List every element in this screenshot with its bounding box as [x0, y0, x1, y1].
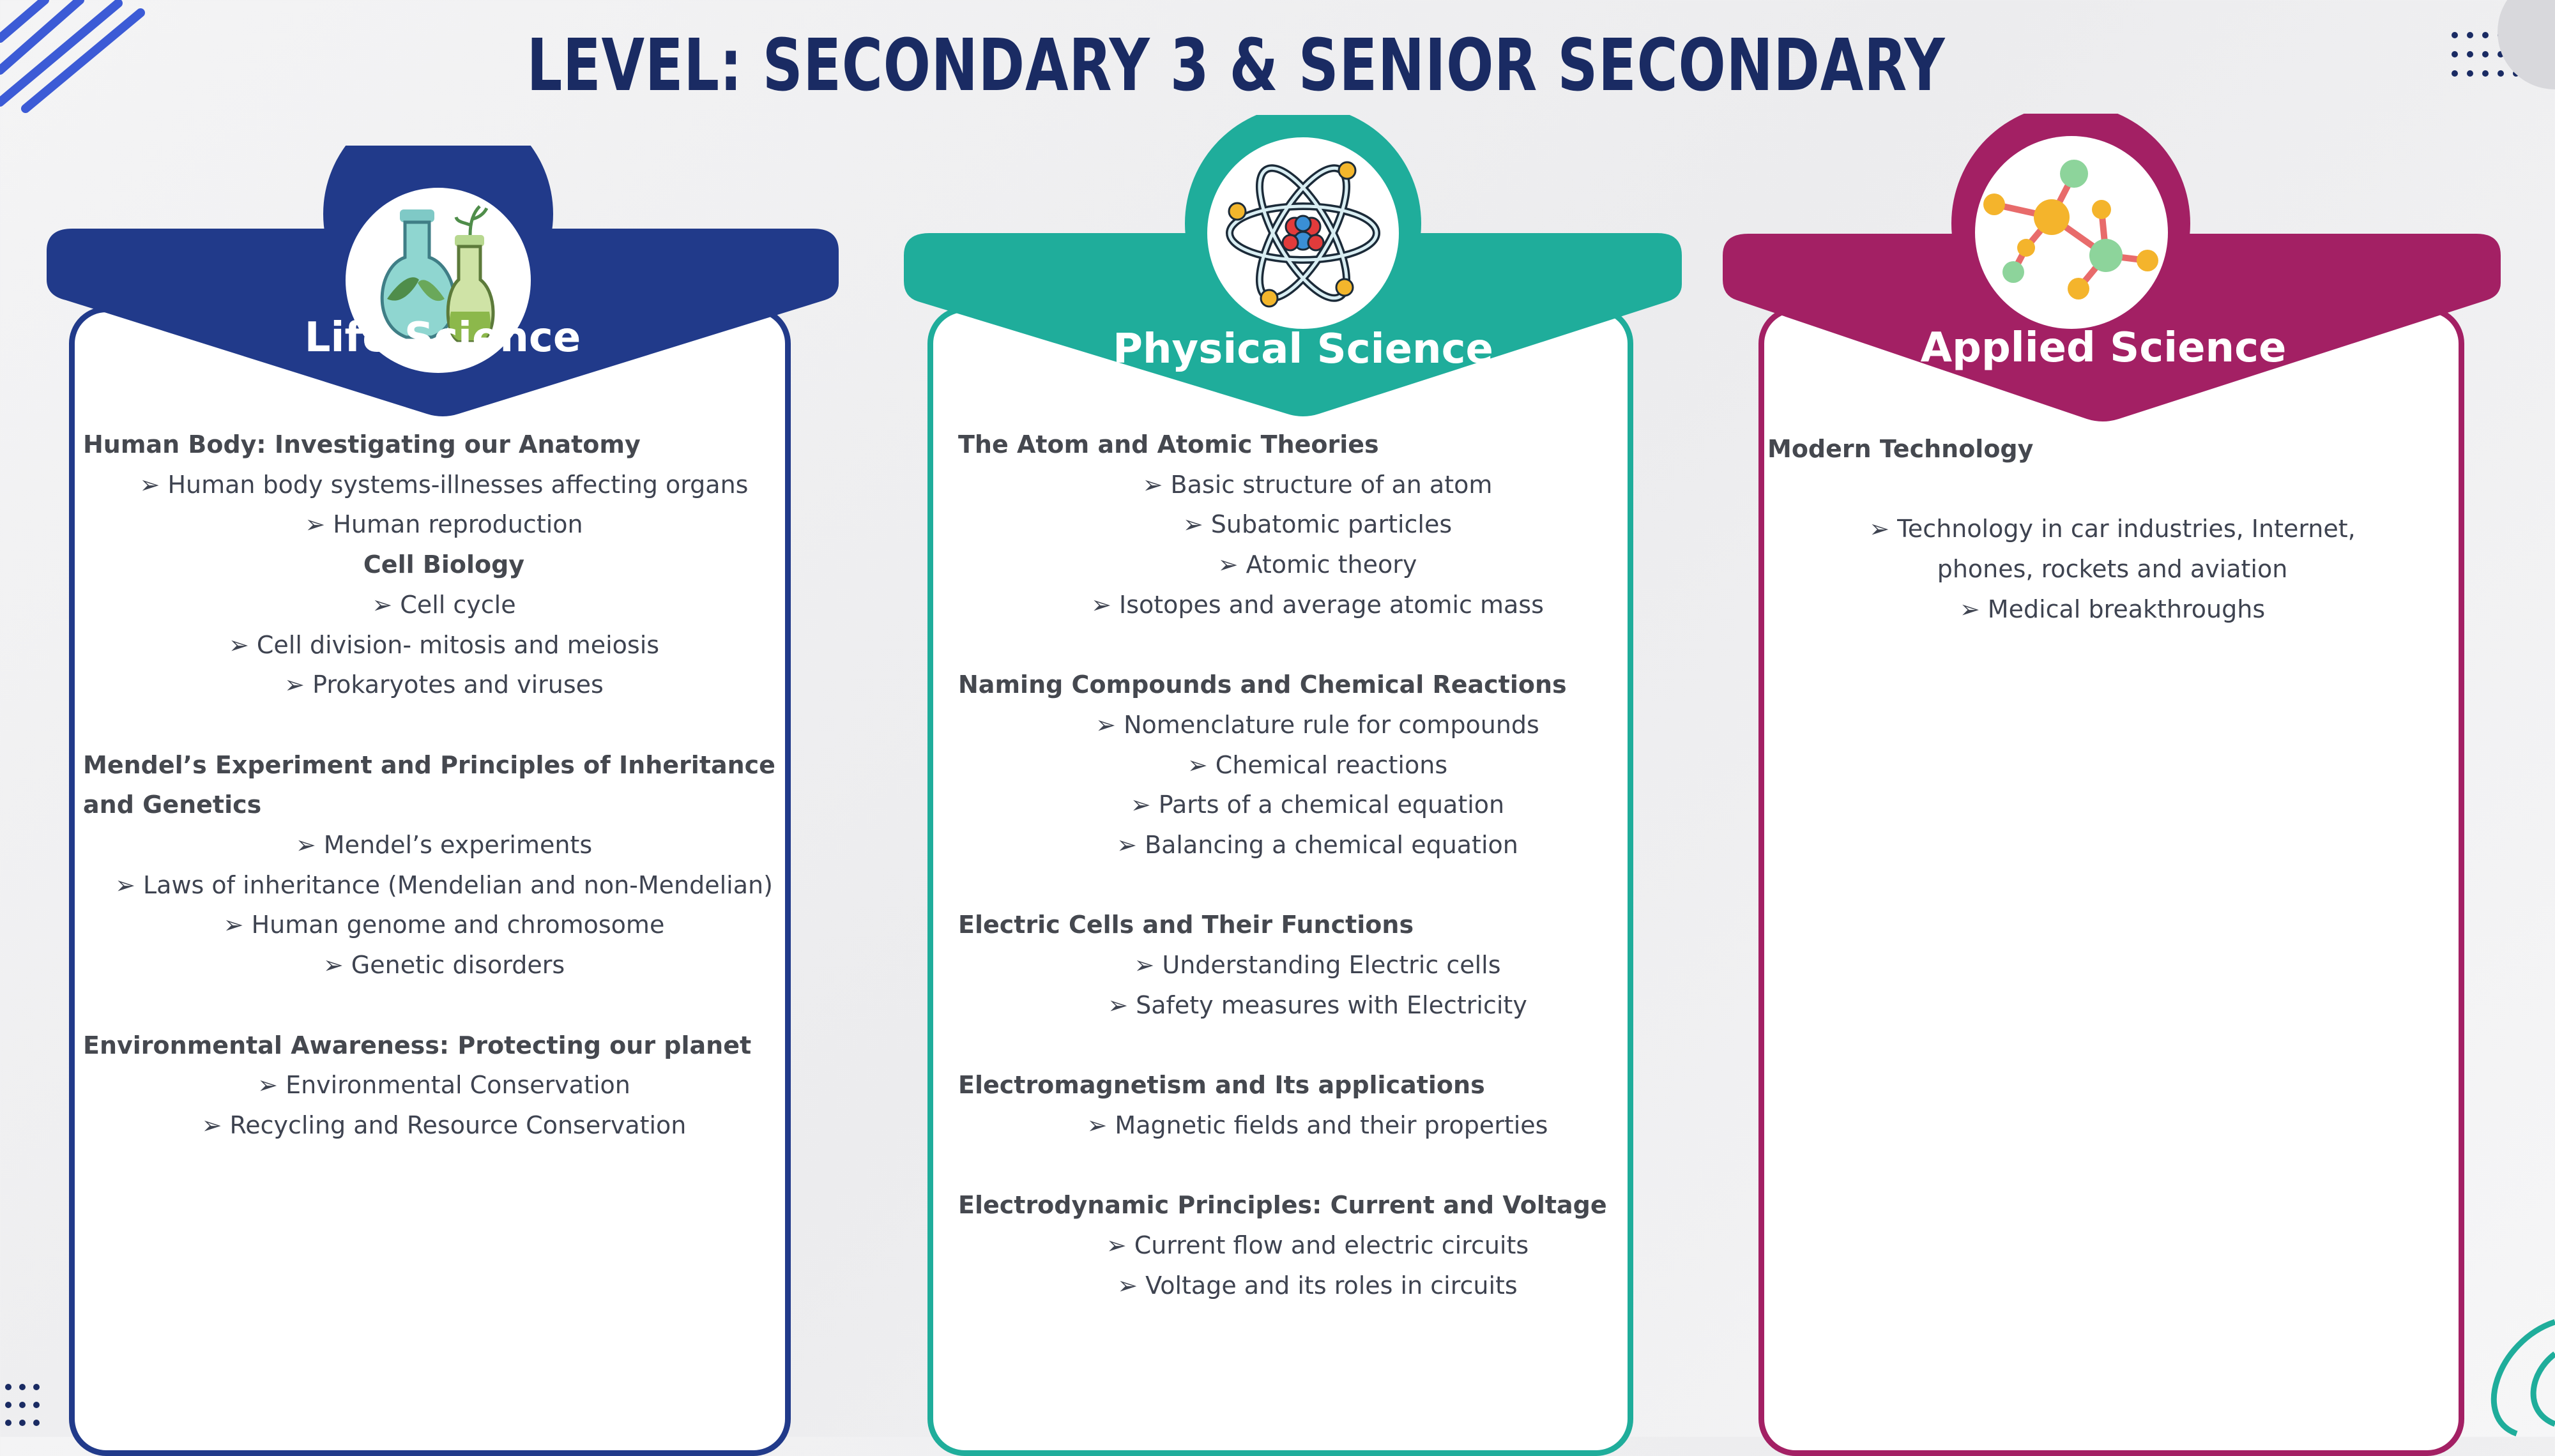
topic-item: ➢ Genetic disorders	[83, 945, 805, 985]
topic-item: ➢ Human genome and chromosome	[83, 905, 805, 945]
topic-item: ➢ Laws of inheritance (Mendelian and non-Mendelian)	[83, 865, 805, 906]
topic-item: ➢ Human body systems-illnesses affecting organs	[83, 465, 805, 505]
section-heading: Naming Compounds and Chemical Reactions	[958, 671, 1567, 699]
topic-item: ➢ Current flow and electric circuits	[958, 1225, 1677, 1266]
spacer	[958, 1146, 1677, 1186]
topic-item: ➢ Atomic theory	[958, 545, 1677, 585]
page-title: LEVEL: SECONDARY 3 & SENIOR SECONDARY	[526, 24, 1946, 107]
spacer	[83, 985, 805, 1026]
swirl-decoration	[2459, 1303, 2555, 1437]
spacer	[1767, 469, 2457, 510]
applied-science-label: Applied Science	[1920, 324, 2287, 372]
topic-item: ➢ Recycling and Resource Conservation	[83, 1105, 805, 1146]
section-heading: The Atom and Atomic Theories	[958, 430, 1379, 459]
topic-item: ➢ Voltage and its roles in circuits	[958, 1266, 1677, 1306]
atom-icon	[1223, 150, 1383, 316]
section-heading: Mendel’s Experiment and Principles of Inheritance and Genetics	[83, 750, 775, 819]
topic-item: ➢ Balancing a chemical equation	[958, 825, 1677, 865]
topic-item: ➢ Human reproduction	[83, 504, 805, 545]
topic-item: ➢ Environmental Conservation	[83, 1065, 805, 1105]
applied-science-topics	[1767, 429, 2457, 630]
section-heading: Environmental Awareness: Protecting our planet	[83, 1031, 752, 1059]
spacer	[83, 705, 805, 745]
topic-item: ➢ Medical breakthroughs	[1767, 589, 2457, 630]
section-heading: Electrodynamic Principles: Current and Voltage	[958, 1191, 1607, 1220]
section-heading: Electromagnetism and Its applications	[958, 1071, 1485, 1100]
topic-continuation: phones, rockets and aviation	[1937, 555, 2288, 584]
topic-item: ➢ Nomenclature rule for compounds	[958, 705, 1677, 745]
life-science-label: Life Science	[304, 314, 581, 361]
topic-item: ➢ Basic structure of an atom	[958, 465, 1677, 505]
spacer	[958, 625, 1677, 665]
dot-grid-decoration-bottom-left	[3, 1379, 54, 1437]
topic-item: ➢ Magnetic fields and their properties	[958, 1105, 1677, 1146]
physical-science-label: Physical Science	[1113, 326, 1493, 373]
topic-item: ➢ Chemical reactions	[958, 745, 1677, 785]
topic-item: ➢ Cell division- mitosis and meiosis	[83, 625, 805, 665]
topic-item: ➢ Understanding Electric cells	[958, 945, 1677, 985]
topic-item: ➢ Parts of a chemical equation	[958, 785, 1677, 825]
section-heading: Modern Technology	[1767, 435, 2034, 463]
topic-item: ➢ Isotopes and average atomic mass	[958, 585, 1677, 625]
topic-item: ➢ Prokaryotes and viruses	[83, 665, 805, 705]
topic-item: ➢ Mendel’s experiments	[83, 825, 805, 865]
section-subheading: Cell Biology	[363, 550, 525, 579]
topic-item: ➢ Technology in car industries, Internet,	[1767, 509, 2457, 549]
physical-science-topics	[958, 425, 1677, 1305]
molecule-icon	[1975, 153, 2167, 319]
corner-stripes-decoration	[0, 0, 153, 115]
topic-item: ➢ Cell cycle	[83, 585, 805, 625]
section-heading: Human Body: Investigating our Anatomy	[83, 430, 641, 459]
life-science-topics	[83, 425, 805, 1146]
topic-item: ➢ Subatomic particles	[958, 504, 1677, 545]
section-heading: Electric Cells and Their Functions	[958, 911, 1414, 939]
topic-item: ➢ Safety measures with Electricity	[958, 985, 1677, 1026]
spacer	[958, 865, 1677, 906]
spacer	[958, 1026, 1677, 1066]
